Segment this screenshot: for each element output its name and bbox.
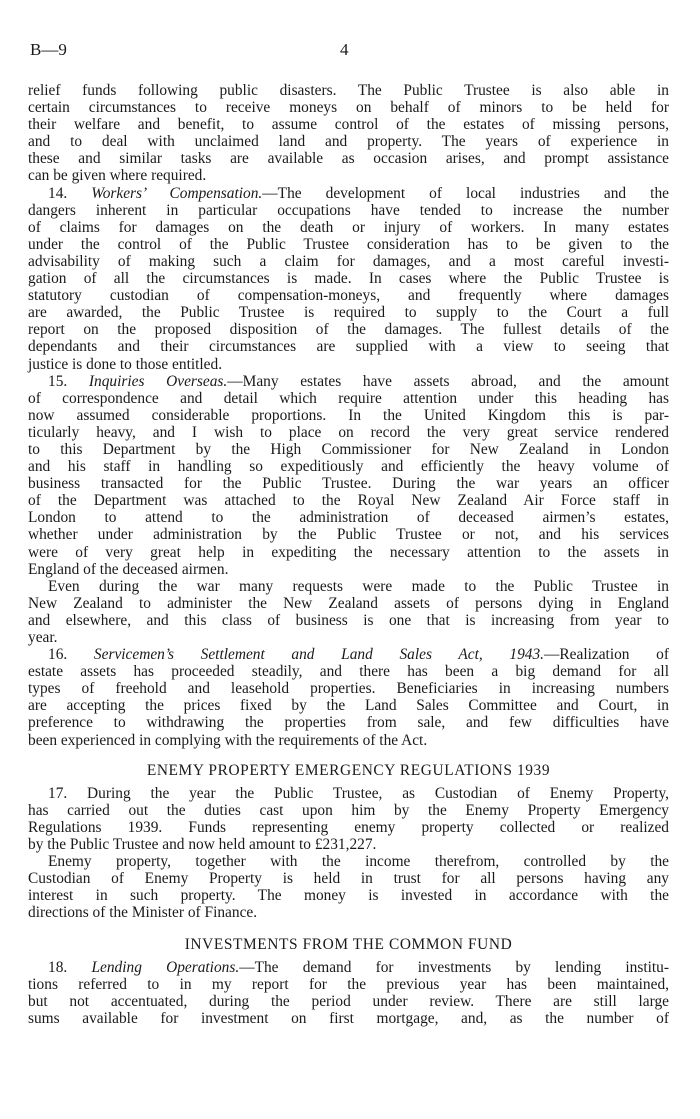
text-line: estate assets has proceeded steadily, and there has been a big demand for all xyxy=(28,663,669,681)
paragraph-number: 18. xyxy=(48,958,68,976)
text-line: England of the deceased airmen. xyxy=(28,560,229,578)
text-line: can be given where required. xyxy=(28,167,207,185)
text-fragment: —The development of local industries and the xyxy=(262,184,669,202)
text-line: were of very great help in expediting the necessary attention to the assets in xyxy=(28,543,669,561)
text-line: directions of the Minister of Finance. xyxy=(28,904,258,922)
document-reference: B—9 xyxy=(30,40,67,59)
text-line: London to attend to the administration of deceased airmen’s estates, xyxy=(28,509,669,527)
text-line: report on the proposed disposition of the damages. The fullest details of the xyxy=(28,321,669,339)
text-line: but not accentuated, during the period under review. There are still large xyxy=(28,992,669,1010)
text-line: gation of all the circumstances is made. In cases where the Public Trustee is xyxy=(28,270,669,288)
text-line: tions referred to in my report for the previous year has been maintained, xyxy=(28,975,669,993)
text-line: has carried out the duties cast upon him by the Enemy Property Emergency xyxy=(28,801,669,819)
paragraph-number: 16. xyxy=(48,646,68,664)
text-line: dependants and their circumstances are supplied with a view to seeing that xyxy=(28,338,669,356)
text-fragment: —Many estates have assets abroad, and the amount xyxy=(227,372,669,390)
text-fragment: —Realization of xyxy=(544,646,669,664)
text-line: Custodian of Enemy Property is held in trust for all persons having any xyxy=(28,870,669,888)
paragraph-14-first-line xyxy=(28,185,669,202)
paragraph-15-first-line xyxy=(28,373,669,390)
text-line: business transacted for the Public Trustee. During the war years an officer xyxy=(28,475,669,493)
text-line: and his staff in handling so expeditiously and efficiently the heavy volume of xyxy=(28,458,669,476)
text-line: of the Department was attached to the Royal New Zealand Air Force staff in xyxy=(28,492,669,510)
text-line: statutory custodian of compensation-moneys, and frequently where damages xyxy=(28,287,669,305)
text-line: New Zealand to administer the New Zealand assets of persons dying in England xyxy=(28,594,669,612)
paragraph-18-first-line xyxy=(28,959,669,976)
paragraph-number: 14. xyxy=(48,184,68,202)
text-line: ticularly heavy, and I wish to place on record the very great service rendered xyxy=(28,423,669,441)
text-line: justice is done to those entitled. xyxy=(28,355,223,373)
page-number: 4 xyxy=(340,40,349,59)
text-line: interest in such property. The money is invested in accordance with the xyxy=(28,887,669,905)
text-line: under the control of the Public Trustee consideration has to be given to the xyxy=(28,235,669,253)
text-line: of claims for damages on the death or injury of workers. In many estates xyxy=(28,218,669,236)
body-text xyxy=(28,82,669,1027)
section-heading: INVESTMENTS FROM THE COMMON FUND xyxy=(184,935,513,953)
text-line: and elsewhere, and this class of business is one that is increasing from year to xyxy=(28,611,669,629)
text-line: of correspondence and detail which require attention under this heading has xyxy=(28,389,669,407)
text-line: by the Public Trustee and now held amount to £231,227. xyxy=(28,836,377,854)
text-line: certain circumstances to receive moneys on behalf of minors to be held for xyxy=(28,99,669,117)
text-line: relief funds following public disasters. The Public Trustee is also able in xyxy=(28,82,669,99)
text-line: advisability of making such a claim for damages, and a most careful investi- xyxy=(28,252,669,270)
paragraph-title: Workers’ Compensation. xyxy=(91,184,263,202)
text-line: preference to withdrawing the properties from sale, and few difficulties have xyxy=(28,714,669,732)
paragraph-16-first-line xyxy=(28,646,669,663)
text-line: whether under administration by the Public Trustee or not, and his services xyxy=(28,526,669,544)
text-line: year. xyxy=(28,629,58,646)
paragraph-title: Servicemen’s Settlement and Land Sales Act, 1943. xyxy=(93,646,545,664)
text-line: been experienced in complying with the requirements of the Act. xyxy=(28,731,428,749)
text-line: now assumed considerable proportions. In the United Kingdom this is par- xyxy=(28,406,669,424)
text-line: Regulations 1939. Funds representing enemy property collected or realized xyxy=(28,818,669,836)
section-heading: ENEMY PROPERTY EMERGENCY REGULATIONS 1939 xyxy=(146,761,551,779)
paragraph-title: Inquiries Overseas. xyxy=(88,372,228,390)
text-line: to this Department by the High Commissioner for New Zealand in London xyxy=(28,440,669,458)
text-line: are awarded, the Public Trustee is required to supply to the Court a full xyxy=(28,304,669,322)
text-line: these and similar tasks are available as occasion arises, and prompt assistance xyxy=(28,150,669,168)
text-line: are accepting the prices fixed by the Land Sales Committee and Court, in xyxy=(28,697,669,715)
text-line: and to deal with unclaimed land and property. The years of experience in xyxy=(28,133,669,151)
text-line: sums available for investment on first mortgage, and, as the number of xyxy=(28,1009,669,1027)
paragraph-number: 15. xyxy=(48,372,68,390)
text-line: dangers inherent in particular occupations have tended to increase the number xyxy=(28,201,669,219)
paragraph-title: Lending Operations. xyxy=(91,958,240,976)
text-line: 17. During the year the Public Trustee, as Custodian of Enemy Property, xyxy=(48,784,669,802)
text-fragment: —The demand for investments by lending institu- xyxy=(239,958,669,976)
text-line: their welfare and benefit, to assume control of the estates of missing persons, xyxy=(28,116,669,134)
text-line: Enemy property, together with the income therefrom, controlled by the xyxy=(48,853,669,871)
text-line: types of freehold and leasehold properties. Beneficiaries in increasing numbers xyxy=(28,680,669,698)
text-line: Even during the war many requests were made to the Public Trustee in xyxy=(48,577,669,595)
